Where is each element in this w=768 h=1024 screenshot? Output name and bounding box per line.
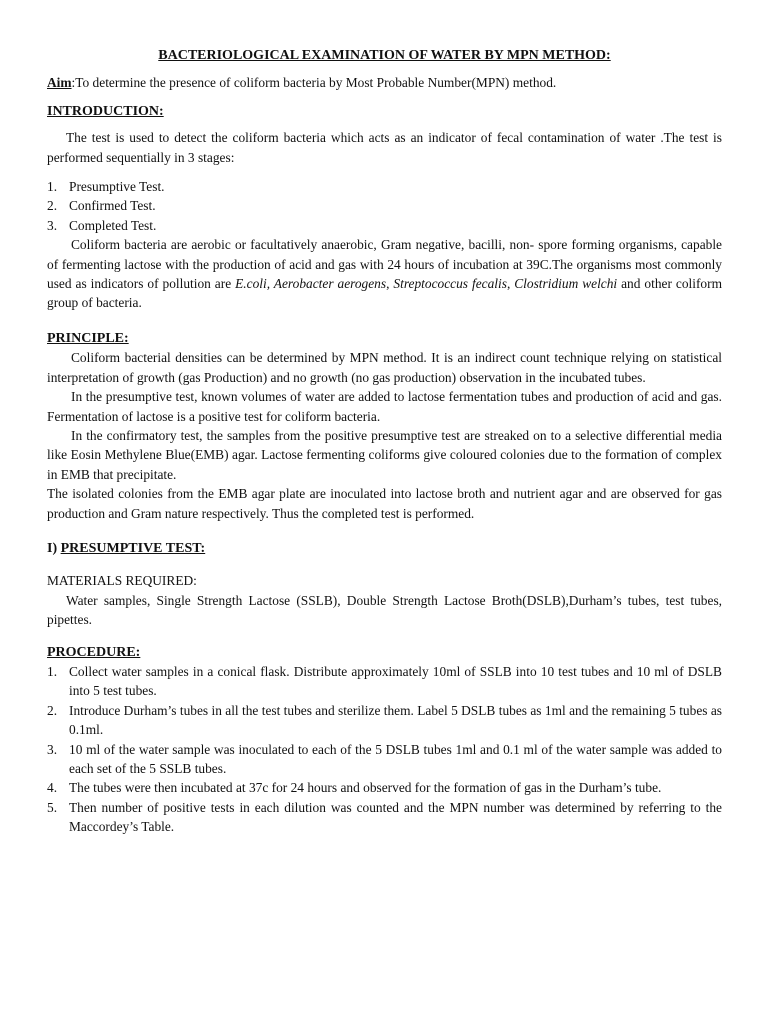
organism-name: E.coli, Aerobacter aerogens bbox=[235, 276, 387, 292]
aim-line bbox=[47, 73, 722, 92]
list-item: 3. 10 ml of the water sample was inoculated to each of the 5 DSLB tubes 1ml and 0.1 ml of the water sample was added to each set of the 5 SSLB tubes. bbox=[47, 741, 722, 776]
aim-text: :To determine the presence of coliform bacteria by Most Probable Number(MPN) method. bbox=[71, 75, 557, 91]
organism-name: Streptococcus fecalis bbox=[393, 276, 507, 292]
procedure-heading: PROCEDURE: bbox=[47, 644, 141, 660]
stage-list bbox=[47, 177, 722, 235]
principle-paragraph-3: In the confirmatory test, the samples from the positive presumptive test are streaked on to a selective differential media like Eosin Methylene Blue(EMB) agar. Lactose fermenting coliforms give coloured colonies due to the formation of complex in EMB that precipitate. bbox=[47, 427, 722, 482]
materials-text: Water samples, Single Strength Lactose (SSLB), Double Strength Lactose Broth(DSLB),Durham’s tubes, test tubes, pipettes. bbox=[47, 592, 722, 628]
aim-label: Aim bbox=[47, 75, 72, 91]
list-item: 4. The tubes were then incubated at 37c for 24 hours and observed for the formation of gas in the Durham’s tube. bbox=[47, 780, 662, 796]
introduction-heading: INTRODUCTION: bbox=[47, 103, 164, 119]
list-item: 1. Collect water samples in a conical flask. Distribute approximately 10ml of SSLB into 10 test tubes and 10 ml of DSLB into 5 test tubes. bbox=[47, 663, 722, 699]
list-item: 3. Completed Test. bbox=[47, 217, 157, 233]
principle-heading: PRINCIPLE: bbox=[47, 330, 129, 346]
principle-paragraph-2: In the presumptive test, known volumes of water are added to lactose fermentation tubes and production of acid and gas. Fermentation of lactose is a positive test for coliform bacteria. bbox=[47, 389, 722, 424]
list-item: 1. Presumptive Test. bbox=[47, 179, 165, 195]
organism-name: Clostridium welchi bbox=[514, 276, 618, 292]
document-title: BACTERIOLOGICAL EXAMINATION OF WATER BY MPN METHOD: bbox=[158, 48, 611, 63]
introduction-paragraph: The test is used to detect the coliform bacteria which acts as an indicator of fecal contamination of water .The test is performed sequentially in 3 stages: bbox=[47, 130, 722, 165]
procedure-list bbox=[47, 662, 722, 837]
list-item: 2. Confirmed Test. bbox=[47, 198, 156, 214]
presumptive-heading: I) PRESUMPTIVE TEST: bbox=[47, 540, 206, 556]
principle-paragraph-4: The isolated colonies from the EMB agar plate are inoculated into lactose broth and nutrient agar and are observed for gas production and Gram nature respectively. Thus the completed test is performed. bbox=[47, 486, 722, 521]
coliform-paragraph: Coliform bacteria are aerobic or facultatively anaerobic, Gram negative, bacilli, non- spore forming organisms, capable of fermenting lactose with the production of acid and gas with 24 hours of incubation at 39C.The organisms most commonly used as indicators of pollution are E.coli, Aerobacter aerogens, Streptococcus fecalis, Clostridium welchi and other coliform group of bacteria. bbox=[47, 237, 722, 311]
list-item: 5. Then number of positive tests in each dilution was counted and the MPN number was determined by referring to the Maccordey’s Table. bbox=[47, 799, 722, 835]
principle-paragraph-1: Coliform bacterial densities can be determined by MPN method. It is an indirect count technique relying on statistical interpretation of growth (gas Production) and no growth (no gas production) observation in the incubated tubes. bbox=[47, 350, 722, 385]
list-item: 2. Introduce Durham’s tubes in all the test tubes and sterilize them. Label 5 DSLB tubes as 1ml and the remaining 5 tubes as 0.1ml. bbox=[47, 702, 722, 738]
materials-label: MATERIALS REQUIRED: bbox=[47, 573, 197, 589]
